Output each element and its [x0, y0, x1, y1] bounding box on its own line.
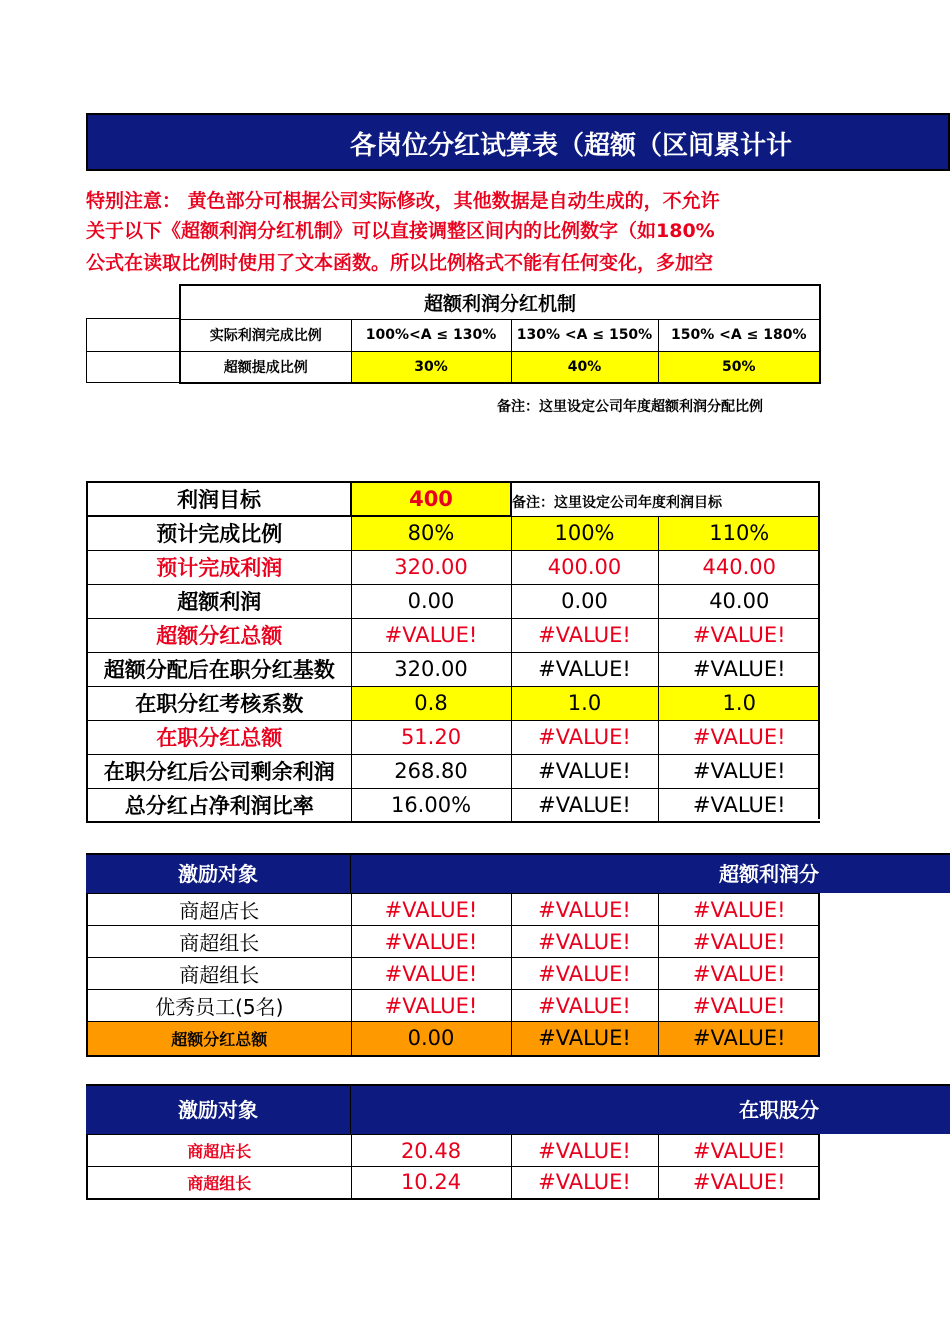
profit-table: [86, 481, 820, 823]
value-cell: #VALUE!: [658, 754, 820, 788]
value-cell: #VALUE!: [511, 894, 658, 926]
equity-header-right: 在职股分: [739, 1098, 819, 1122]
value-cell: 400.00: [511, 550, 658, 584]
profit-target-value[interactable]: 400: [351, 482, 511, 516]
value-cell: #VALUE!: [658, 990, 820, 1022]
value-cell: #VALUE!: [658, 926, 820, 958]
equity-header-left: 激励对象: [86, 1086, 351, 1134]
value-cell: #VALUE!: [658, 652, 820, 686]
rate-1[interactable]: 30%: [351, 351, 511, 383]
table-row-label: 商超组长: [87, 1167, 351, 1199]
value-cell: #VALUE!: [351, 618, 511, 652]
value-cell[interactable]: 1.0: [511, 686, 658, 720]
value-cell: #VALUE!: [511, 720, 658, 754]
table-row-label: 商超店长: [87, 894, 351, 926]
value-cell: #VALUE!: [351, 894, 511, 926]
value-cell[interactable]: 100%: [511, 516, 658, 550]
value-cell: 268.80: [351, 754, 511, 788]
mechanism-remark: 备注：这里设定公司年度超额利润分配比例: [497, 399, 763, 415]
row-label: 总分红占净利润比率: [87, 788, 351, 822]
value-cell: 320.00: [351, 550, 511, 584]
actual-ratio-label: 实际利润完成比例: [180, 319, 351, 351]
value-cell[interactable]: 1.0: [658, 686, 820, 720]
value-cell: #VALUE!: [658, 1022, 820, 1056]
range-3: 150% <A ≤ 180%: [658, 319, 820, 351]
value-cell: #VALUE!: [351, 990, 511, 1022]
value-cell: 0.00: [351, 584, 511, 618]
note-line-2: 关于以下《超额利润分红机制》可以直接调整区间内的比例数字（如180%: [86, 220, 715, 242]
row-label: 超额利润: [87, 584, 351, 618]
mechanism-table: [179, 284, 821, 384]
excess-header-left: 激励对象: [86, 855, 351, 893]
value-cell: #VALUE!: [658, 788, 820, 822]
row-label: 在职分红考核系数: [87, 686, 351, 720]
value-cell: #VALUE!: [511, 1167, 658, 1199]
profit-table-right-border: [818, 481, 820, 819]
table-row-label: 优秀员工(5名): [87, 990, 351, 1022]
value-cell: #VALUE!: [658, 1135, 820, 1167]
profit-target-remark: 备注：这里设定公司年度利润目标: [512, 495, 722, 512]
value-cell: #VALUE!: [511, 1135, 658, 1167]
row-label: 在职分红总额: [87, 720, 351, 754]
value-cell: #VALUE!: [658, 958, 820, 990]
value-cell: #VALUE!: [511, 754, 658, 788]
range-2: 130% <A ≤ 150%: [511, 319, 658, 351]
rate-label: 超额提成比例: [180, 351, 351, 383]
excess-total-label: 超额分红总额: [87, 1022, 351, 1056]
profit-target-label: 利润目标: [87, 482, 351, 516]
value-cell[interactable]: 110%: [658, 516, 820, 550]
equity-table-right-border: [818, 1134, 820, 1200]
note-line-3: 公式在读取比例时使用了文本函数。所以比例格式不能有任何变化，多加空: [86, 252, 714, 274]
excess-table: [86, 893, 820, 1057]
value-cell: #VALUE!: [658, 1167, 820, 1199]
value-cell: #VALUE!: [511, 788, 658, 822]
row-label: 预计完成比例: [87, 516, 351, 550]
range-1: 100%<A ≤ 130%: [351, 319, 511, 351]
value-cell: #VALUE!: [511, 618, 658, 652]
table-row-label: 商超店长: [87, 1135, 351, 1167]
value-cell: 20.48: [351, 1135, 511, 1167]
excess-header-right: 超额利润分: [719, 862, 819, 886]
mechanism-header: 超额利润分红机制: [180, 285, 820, 319]
note-line-1: 特别注意： 黄色部分可根据公司实际修改，其他数据是自动生成的，不允许: [86, 190, 720, 212]
value-cell: #VALUE!: [511, 1022, 658, 1056]
value-cell: 320.00: [351, 652, 511, 686]
row-label: 在职分红后公司剩余利润: [87, 754, 351, 788]
equity-table: [86, 1134, 820, 1200]
value-cell: 0.00: [351, 1022, 511, 1056]
value-cell: #VALUE!: [658, 720, 820, 754]
rate-2[interactable]: 40%: [511, 351, 658, 383]
value-cell: #VALUE!: [511, 990, 658, 1022]
value-cell: #VALUE!: [658, 894, 820, 926]
row-label: 预计完成利润: [87, 550, 351, 584]
value-cell: 440.00: [658, 550, 820, 584]
row-label: 超额分红总额: [87, 618, 351, 652]
value-cell: #VALUE!: [511, 652, 658, 686]
value-cell: 10.24: [351, 1167, 511, 1199]
value-cell: 0.00: [511, 584, 658, 618]
page-title: 各岗位分红试算表（超额（区间累计计: [350, 131, 793, 161]
title-bar: [86, 113, 950, 171]
row-label: 超额分配后在职分红基数: [87, 652, 351, 686]
value-cell: #VALUE!: [511, 926, 658, 958]
value-cell: #VALUE!: [511, 958, 658, 990]
value-cell: 16.00%: [351, 788, 511, 822]
excess-table-right-border: [818, 893, 820, 1056]
rate-3[interactable]: 50%: [658, 351, 820, 383]
value-cell[interactable]: 80%: [351, 516, 511, 550]
table-row-label: 商超组长: [87, 958, 351, 990]
value-cell: #VALUE!: [351, 926, 511, 958]
value-cell: 40.00: [658, 584, 820, 618]
profit-target-remark-cell: [511, 482, 820, 516]
value-cell: #VALUE!: [351, 958, 511, 990]
value-cell: #VALUE!: [658, 618, 820, 652]
value-cell[interactable]: 0.8: [351, 686, 511, 720]
mechanism-left-blank: [86, 318, 180, 383]
table-row-label: 商超组长: [87, 926, 351, 958]
value-cell: 51.20: [351, 720, 511, 754]
